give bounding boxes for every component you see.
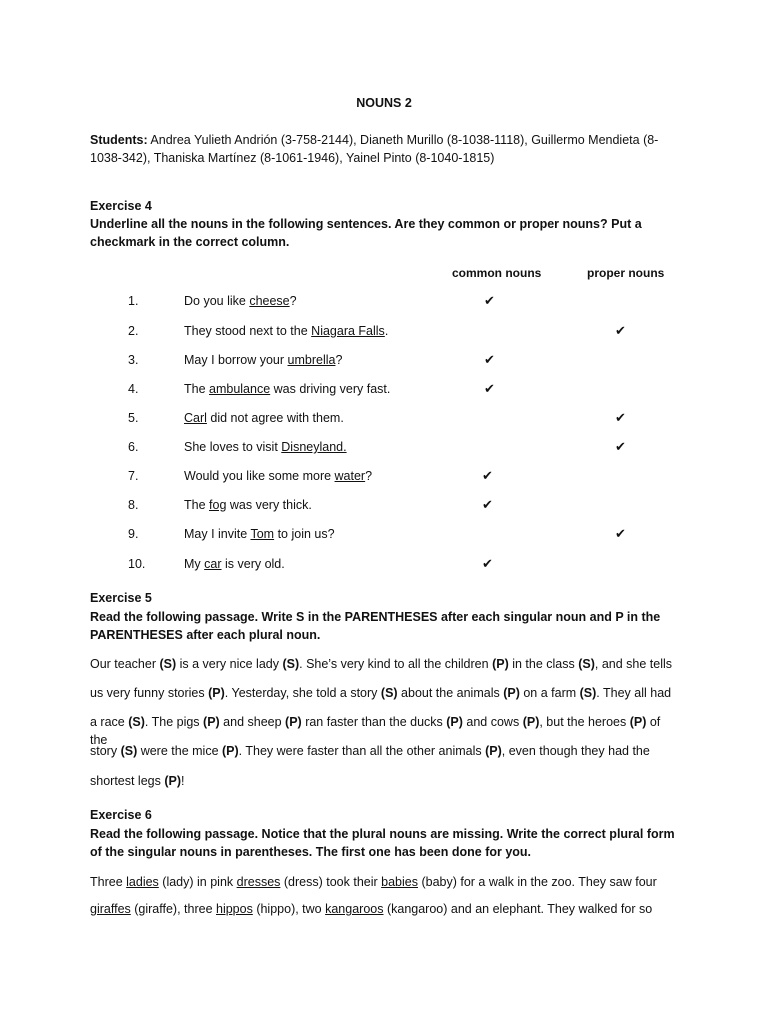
underlined-noun: Tom bbox=[250, 527, 275, 541]
students-text: Andrea Yulieth Andrión (3-758-2144), Dianeth Murillo (8-1038-1118), Guillermo Mendieta (8-1038-342), Thaniska Martínez (8-1061-1946), Yainel Pinto (8-1040-1815) bbox=[90, 133, 659, 165]
checkmark-icon: ✔ bbox=[482, 497, 493, 512]
checkmark-icon: ✔ bbox=[615, 439, 626, 454]
checkmark-icon: ✔ bbox=[482, 468, 493, 483]
exercise6-instruction: Read the following passage. Notice that the plural nouns are missing. Write the correct plural form of the singular nouns in parentheses. The first one has been done for you. bbox=[90, 827, 675, 859]
exercise5-instruction: Read the following passage. Write S in the PARENTHESES after each singular noun and P in the PARENTHESES after each plural noun. bbox=[90, 610, 661, 642]
underlined-noun: kangaroos bbox=[325, 902, 384, 916]
underlined-noun: fog bbox=[209, 498, 227, 512]
sentence-text: was driving very fast. bbox=[270, 382, 391, 396]
sentence-text: The bbox=[184, 498, 210, 512]
passage-line: story (S) were the mice (P). They were faster than all the other animals (P), even though they had the bbox=[90, 744, 650, 758]
sentence-text: She loves to visit bbox=[184, 440, 282, 454]
row-sentence bbox=[184, 380, 464, 398]
checkmark-icon: ✔ bbox=[615, 410, 626, 425]
sentence-text: Do you like bbox=[184, 294, 250, 308]
row-sentence bbox=[184, 467, 464, 485]
underlined-noun: dresses bbox=[236, 875, 281, 889]
exercise-row bbox=[0, 467, 768, 485]
sentence-text: My bbox=[184, 557, 205, 571]
row-number: 5. bbox=[128, 411, 139, 425]
exercise4-instruction: Underline all the nouns in the following sentences. Are they common or proper nouns? Put a checkmark in the correct column. bbox=[90, 217, 642, 249]
passage-line: shortest legs (P)! bbox=[90, 774, 185, 788]
exercise-row bbox=[0, 555, 768, 573]
exercise-row bbox=[0, 322, 768, 340]
checkmark-icon: ✔ bbox=[615, 323, 626, 338]
column-header-proper: proper nouns bbox=[587, 266, 665, 280]
underlined-noun: hippos bbox=[216, 902, 253, 916]
sentence-text: They stood next to the bbox=[184, 324, 312, 338]
students-label: Students: bbox=[90, 133, 148, 147]
checkmark-icon: ✔ bbox=[484, 293, 495, 308]
exercise-row bbox=[0, 496, 768, 514]
exercise-row bbox=[0, 351, 768, 369]
sentence-text: ? bbox=[289, 294, 297, 308]
underlined-noun: car bbox=[204, 557, 222, 571]
row-number: 4. bbox=[128, 382, 139, 396]
passage-line: giraffes (giraffe), three hippos (hippo), two kangaroos (kangaroo) and an elephant. They walked for so bbox=[90, 902, 653, 916]
underlined-noun: giraffes bbox=[90, 902, 131, 916]
sentence-text: Would you like some more bbox=[184, 469, 335, 483]
sentence-text: did not agree with them. bbox=[206, 411, 344, 425]
sentence-text: The bbox=[184, 382, 210, 396]
sentence-text: May I borrow your bbox=[184, 353, 288, 367]
exercise5-heading: Exercise 5 bbox=[90, 591, 152, 605]
underlined-noun: ambulance bbox=[209, 382, 271, 396]
underlined-noun: babies bbox=[381, 875, 418, 889]
row-number: 1. bbox=[128, 294, 139, 308]
exercise-row bbox=[0, 438, 768, 456]
sentence-text: ? bbox=[335, 353, 343, 367]
row-sentence bbox=[184, 525, 464, 543]
row-number: 2. bbox=[128, 324, 139, 338]
sentence-text: to join us? bbox=[274, 527, 335, 541]
underlined-noun: ladies bbox=[126, 875, 159, 889]
sentence-text: ? bbox=[365, 469, 373, 483]
sentence-text: is very old. bbox=[221, 557, 285, 571]
checkmark-icon: ✔ bbox=[484, 381, 495, 396]
row-number: 9. bbox=[128, 527, 139, 541]
row-sentence bbox=[184, 555, 464, 573]
checkmark-icon: ✔ bbox=[615, 526, 626, 541]
row-sentence bbox=[184, 292, 464, 310]
checkmark-icon: ✔ bbox=[484, 352, 495, 367]
page-title: NOUNS 2 bbox=[356, 96, 412, 110]
row-sentence bbox=[184, 409, 464, 427]
underlined-noun: Disneyland. bbox=[281, 440, 347, 454]
checkmark-icon: ✔ bbox=[482, 556, 493, 571]
underlined-noun: Niagara Falls bbox=[311, 324, 385, 338]
underlined-noun: water bbox=[334, 469, 366, 483]
exercise-row bbox=[0, 409, 768, 427]
sentence-text: was very thick. bbox=[226, 498, 312, 512]
row-number: 7. bbox=[128, 469, 139, 483]
column-header-common: common nouns bbox=[452, 266, 542, 280]
row-number: 8. bbox=[128, 498, 139, 512]
passage-line: Three ladies (lady) in pink dresses (dress) took their babies (baby) for a walk in the zoo. They saw four bbox=[90, 875, 657, 889]
row-sentence bbox=[184, 496, 464, 514]
sentence-text: . bbox=[384, 324, 389, 338]
exercise4-heading: Exercise 4 bbox=[90, 199, 152, 213]
exercise-row bbox=[0, 292, 768, 310]
row-number: 10. bbox=[128, 557, 146, 571]
exercise-row bbox=[0, 380, 768, 398]
sentence-text: May I invite bbox=[184, 527, 251, 541]
exercise-row bbox=[0, 525, 768, 543]
underlined-noun: umbrella bbox=[287, 353, 336, 367]
row-sentence bbox=[184, 351, 464, 369]
row-number: 6. bbox=[128, 440, 139, 454]
row-sentence bbox=[184, 322, 464, 340]
underlined-noun: Carl bbox=[184, 411, 207, 425]
underlined-noun: cheese bbox=[249, 294, 290, 308]
passage-line: us very funny stories (P). Yesterday, she told a story (S) about the animals (P) on a farm (S). They all had bbox=[90, 686, 672, 700]
students-line bbox=[90, 131, 680, 167]
row-number: 3. bbox=[128, 353, 139, 367]
passage-line: a race (S). The pigs (P) and sheep (P) ran faster than the ducks (P) and cows (P), but the heroes (P) of the bbox=[90, 715, 661, 747]
passage-line: Our teacher (S) is a very nice lady (S). She’s very kind to all the children (P) in the class (S), and she tells bbox=[90, 657, 673, 671]
exercise6-heading: Exercise 6 bbox=[90, 808, 152, 822]
row-sentence bbox=[184, 438, 464, 456]
